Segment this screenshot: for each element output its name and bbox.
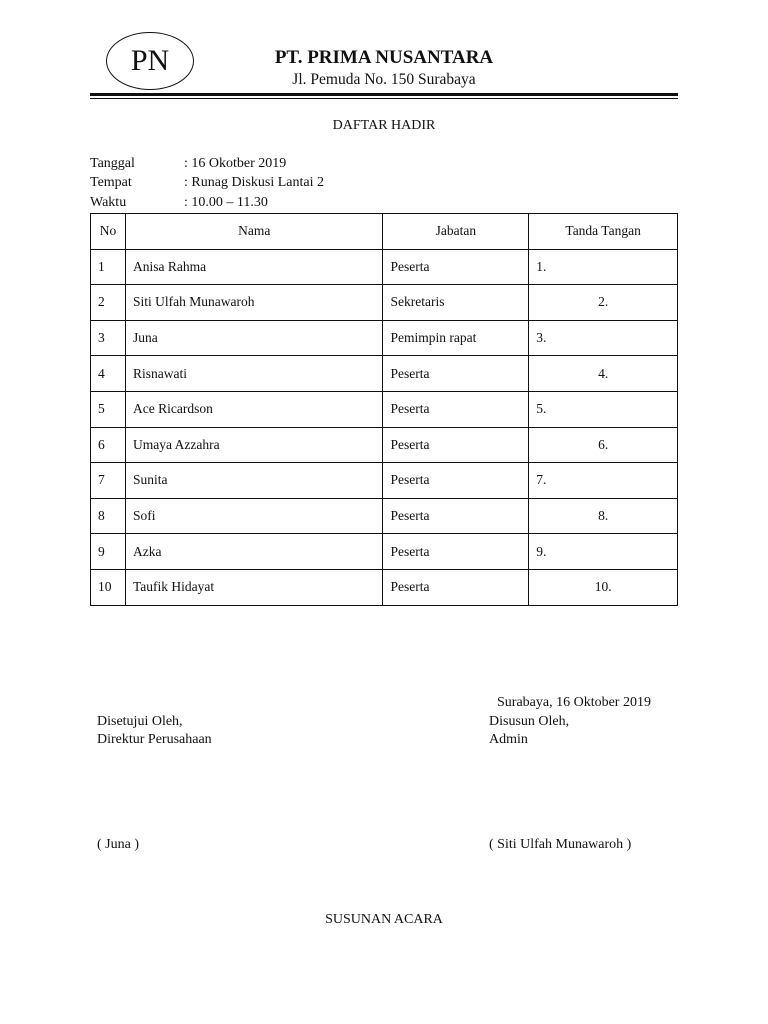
cell-no: 2 <box>91 285 126 321</box>
cell-tanda-tangan: 10. <box>529 569 678 605</box>
cell-no: 6 <box>91 427 126 463</box>
logo-text: PN <box>130 44 170 77</box>
header-tanda-tangan: Tanda Tangan <box>529 214 678 250</box>
attendance-table <box>90 213 678 606</box>
table-row <box>91 463 678 499</box>
signature-place-date: Surabaya, 16 Oktober 2019 <box>497 695 651 710</box>
cell-jabatan: Peserta <box>383 463 529 499</box>
preparer-name: ( Siti Ulfah Munawaroh ) <box>489 837 632 852</box>
table-header-row <box>91 214 678 250</box>
cell-tanda-tangan: 1. <box>529 249 678 285</box>
table-row <box>91 498 678 534</box>
cell-jabatan: Peserta <box>383 249 529 285</box>
cell-jabatan: Pemimpin rapat <box>383 320 529 356</box>
info-label-time: Waktu <box>90 195 127 210</box>
cell-jabatan: Peserta <box>383 569 529 605</box>
company-logo <box>106 32 194 90</box>
header-no: No <box>91 214 126 250</box>
next-section-title: SUSUNAN ACARA <box>325 912 443 927</box>
cell-jabatan: Peserta <box>383 356 529 392</box>
info-value-place: : Runag Diskusi Lantai 2 <box>184 175 324 190</box>
approver-title: Direktur Perusahaan <box>97 732 212 747</box>
cell-nama: Sofi <box>125 498 382 534</box>
table-row <box>91 249 678 285</box>
document-title: DAFTAR HADIR <box>332 118 436 133</box>
header-divider-thick <box>90 93 678 96</box>
cell-nama: Ace Ricardson <box>125 391 382 427</box>
cell-jabatan: Peserta <box>383 391 529 427</box>
cell-no: 1 <box>91 249 126 285</box>
cell-nama: Juna <box>125 320 382 356</box>
table-row <box>91 356 678 392</box>
cell-nama: Risnawati <box>125 356 382 392</box>
cell-no: 5 <box>91 391 126 427</box>
cell-nama: Sunita <box>125 463 382 499</box>
cell-tanda-tangan: 8. <box>529 498 678 534</box>
cell-no: 7 <box>91 463 126 499</box>
cell-nama: Anisa Rahma <box>125 249 382 285</box>
table-row <box>91 285 678 321</box>
cell-jabatan: Peserta <box>383 498 529 534</box>
cell-nama: Taufik Hidayat <box>125 569 382 605</box>
info-label-place: Tempat <box>90 175 132 190</box>
cell-jabatan: Peserta <box>383 534 529 570</box>
cell-jabatan: Peserta <box>383 427 529 463</box>
prepared-by-label: Disusun Oleh, <box>489 714 570 729</box>
table-row <box>91 427 678 463</box>
cell-tanda-tangan: 4. <box>529 356 678 392</box>
cell-tanda-tangan: 9. <box>529 534 678 570</box>
header-nama: Nama <box>125 214 382 250</box>
preparer-title: Admin <box>489 732 528 747</box>
approved-by-label: Disetujui Oleh, <box>97 714 183 729</box>
cell-tanda-tangan: 5. <box>529 391 678 427</box>
table-row <box>91 391 678 427</box>
info-value-date: : 16 Okotber 2019 <box>184 156 287 171</box>
cell-no: 3 <box>91 320 126 356</box>
approver-name: ( Juna ) <box>97 837 139 852</box>
cell-no: 9 <box>91 534 126 570</box>
table-row <box>91 320 678 356</box>
cell-nama: Azka <box>125 534 382 570</box>
cell-no: 4 <box>91 356 126 392</box>
cell-tanda-tangan: 6. <box>529 427 678 463</box>
header-divider-thin <box>90 98 678 99</box>
header-jabatan: Jabatan <box>383 214 529 250</box>
info-label-date: Tanggal <box>90 156 135 171</box>
info-value-time: : 10.00 – 11.30 <box>184 195 268 210</box>
company-name: PT. PRIMA NUSANTARA <box>274 47 494 68</box>
cell-nama: Umaya Azzahra <box>125 427 382 463</box>
cell-tanda-tangan: 3. <box>529 320 678 356</box>
cell-tanda-tangan: 7. <box>529 463 678 499</box>
cell-tanda-tangan: 2. <box>529 285 678 321</box>
table-row <box>91 569 678 605</box>
cell-no: 10 <box>91 569 126 605</box>
cell-jabatan: Sekretaris <box>383 285 529 321</box>
cell-no: 8 <box>91 498 126 534</box>
cell-nama: Siti Ulfah Munawaroh <box>125 285 382 321</box>
table-row <box>91 534 678 570</box>
company-address: Jl. Pemuda No. 150 Surabaya <box>292 71 476 88</box>
